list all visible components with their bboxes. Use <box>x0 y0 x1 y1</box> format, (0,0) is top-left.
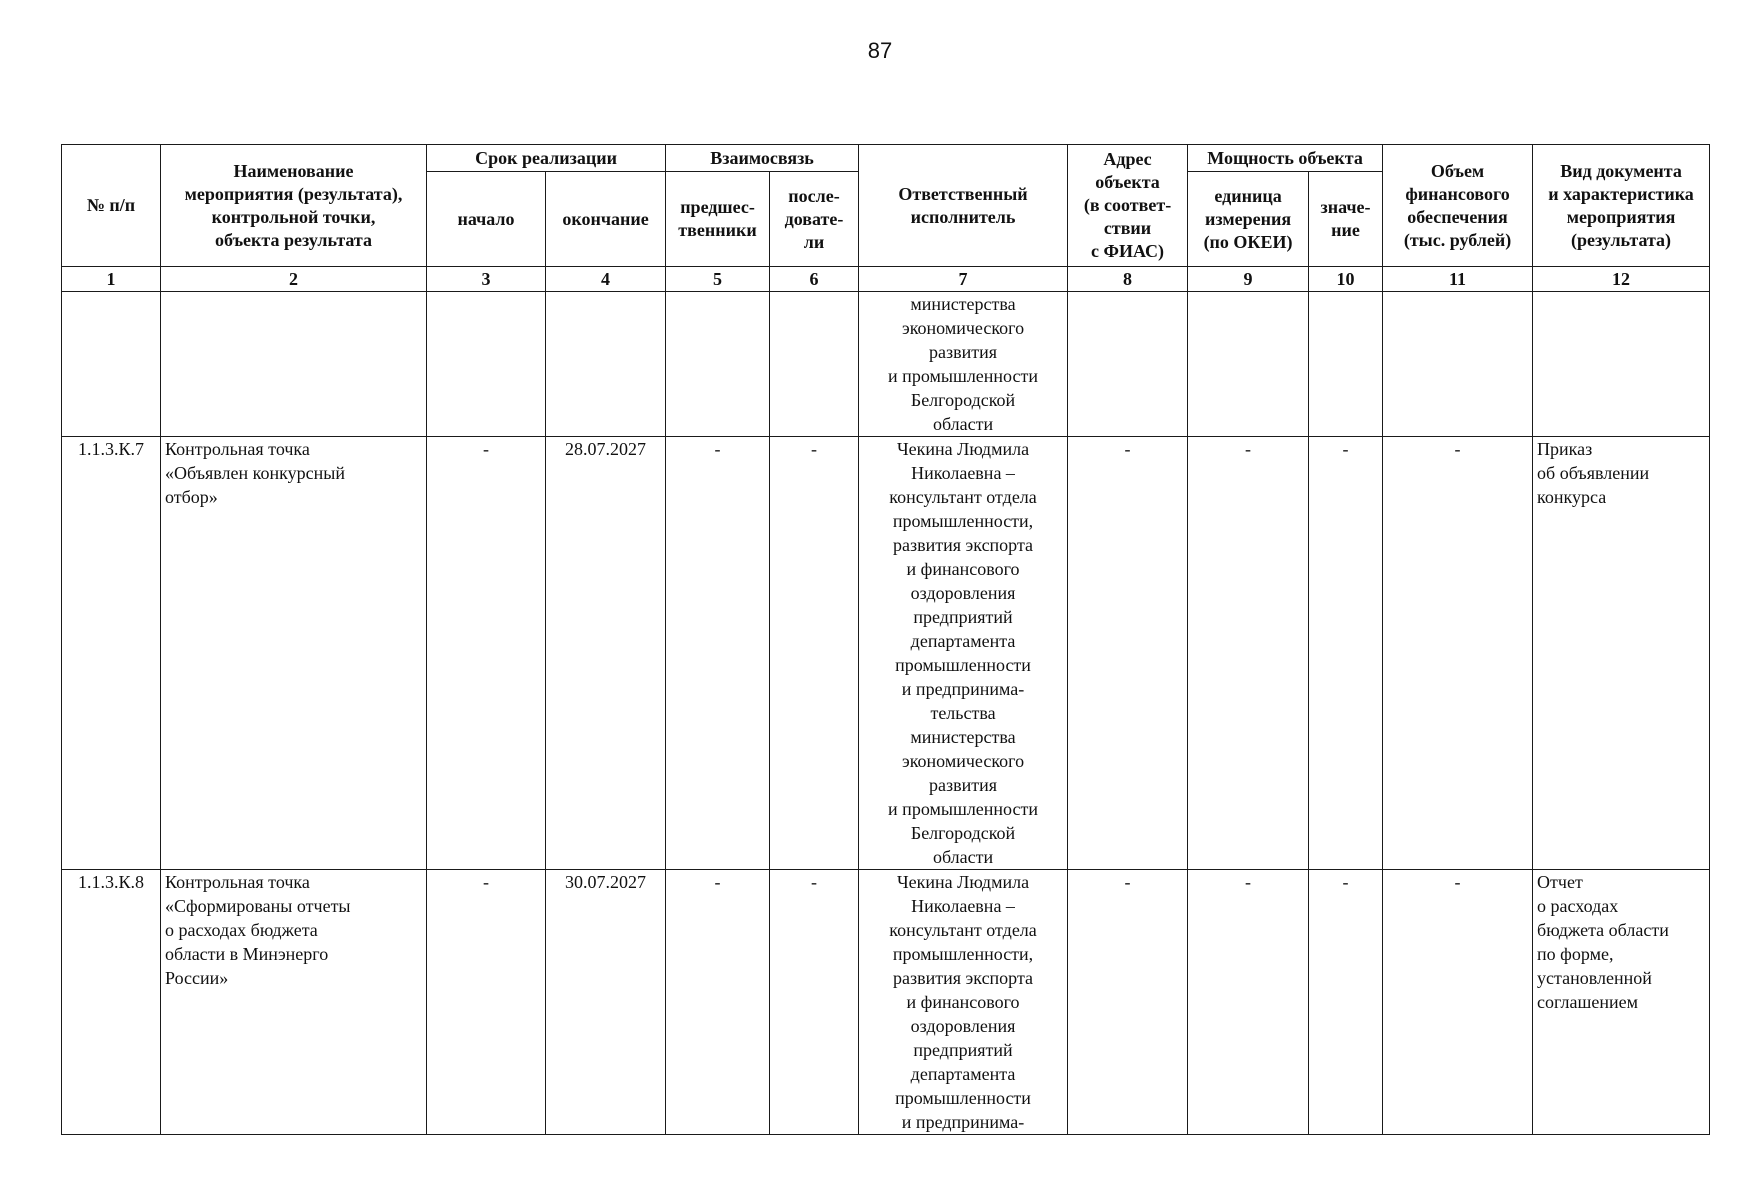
header-link-group: Взаимосвязь <box>666 145 859 172</box>
cell-funding: - <box>1383 437 1533 870</box>
cell-start <box>427 292 546 437</box>
cell-responsible: Чекина Людмила Николаевна – консультант отдела промышленности, развития экспорта и финансового оздоровления предприятий департамента промышленности и предпринима- тельства министерства экономического развития и промышленности Белгородской области <box>859 437 1068 870</box>
column-number: 4 <box>546 267 666 292</box>
header-link-prev: предшес- твенники <box>666 172 770 267</box>
cell-address: - <box>1068 870 1188 1135</box>
cell-name: Контрольная точка «Объявлен конкурсный отбор» <box>161 437 427 870</box>
cell-document: Приказ об объявлении конкурса <box>1533 437 1710 870</box>
table-row-continuation <box>62 292 1710 437</box>
cell-address: - <box>1068 437 1188 870</box>
column-number: 6 <box>770 267 859 292</box>
column-number: 9 <box>1188 267 1309 292</box>
page-number: 87 <box>867 38 893 63</box>
table-row-k7 <box>62 437 1710 870</box>
cell-id: 1.1.3.К.7 <box>62 437 161 870</box>
table-row-k8 <box>62 870 1710 1135</box>
header-num: № п/п <box>62 145 161 267</box>
cell-id: 1.1.3.К.8 <box>62 870 161 1135</box>
cell-prev <box>666 292 770 437</box>
cell-document <box>1533 292 1710 437</box>
column-number: 11 <box>1383 267 1533 292</box>
cell-unit: - <box>1188 870 1309 1135</box>
header-name: Наименование мероприятия (результата), контрольной точки, объекта результата <box>161 145 427 267</box>
header-term-end: окончание <box>546 172 666 267</box>
table-header <box>62 145 1710 292</box>
header-funding: Объем финансового обеспечения (тыс. рублей) <box>1383 145 1533 267</box>
column-number-row <box>62 267 1710 292</box>
cell-prev: - <box>666 437 770 870</box>
cell-end: 28.07.2027 <box>546 437 666 870</box>
header-document: Вид документа и характеристика мероприятия (результата) <box>1533 145 1710 267</box>
cell-funding <box>1383 292 1533 437</box>
cell-name: Контрольная точка «Сформированы отчеты о расходах бюджета области в Минэнерго России» <box>161 870 427 1135</box>
cell-next <box>770 292 859 437</box>
header-capacity-value: значе- ние <box>1309 172 1383 267</box>
cell-value: - <box>1309 870 1383 1135</box>
header-capacity-group: Мощность объекта <box>1188 145 1383 172</box>
cell-value <box>1309 292 1383 437</box>
column-number: 2 <box>161 267 427 292</box>
cell-next: - <box>770 870 859 1135</box>
cell-document: Отчет о расходах бюджета области по форме, установленной соглашением <box>1533 870 1710 1135</box>
column-number: 12 <box>1533 267 1710 292</box>
cell-next: - <box>770 437 859 870</box>
cell-unit: - <box>1188 437 1309 870</box>
column-number: 8 <box>1068 267 1188 292</box>
header-capacity-unit: единица измерения (по ОКЕИ) <box>1188 172 1309 267</box>
cell-end: 30.07.2027 <box>546 870 666 1135</box>
cell-responsible: Чекина Людмила Николаевна – консультант отдела промышленности, развития экспорта и финансового оздоровления предприятий департамента промышленности и предпринима- <box>859 870 1068 1135</box>
cell-address <box>1068 292 1188 437</box>
header-term-start: начало <box>427 172 546 267</box>
header-responsible: Ответственный исполнитель <box>859 145 1068 267</box>
activity-plan-table <box>61 144 1710 1135</box>
cell-name <box>161 292 427 437</box>
cell-start: - <box>427 870 546 1135</box>
cell-end <box>546 292 666 437</box>
cell-prev: - <box>666 870 770 1135</box>
cell-responsible: министерства экономического развития и промышленности Белгородской области <box>859 292 1068 437</box>
header-address: Адрес объекта (в соответ- ствии с ФИАС) <box>1068 145 1188 267</box>
table-body <box>62 292 1710 1135</box>
header-term-group: Срок реализации <box>427 145 666 172</box>
column-number: 5 <box>666 267 770 292</box>
column-number: 7 <box>859 267 1068 292</box>
cell-id <box>62 292 161 437</box>
cell-funding: - <box>1383 870 1533 1135</box>
cell-value: - <box>1309 437 1383 870</box>
header-link-next: после- довате- ли <box>770 172 859 267</box>
column-number: 1 <box>62 267 161 292</box>
column-number: 10 <box>1309 267 1383 292</box>
cell-unit <box>1188 292 1309 437</box>
cell-start: - <box>427 437 546 870</box>
column-number: 3 <box>427 267 546 292</box>
